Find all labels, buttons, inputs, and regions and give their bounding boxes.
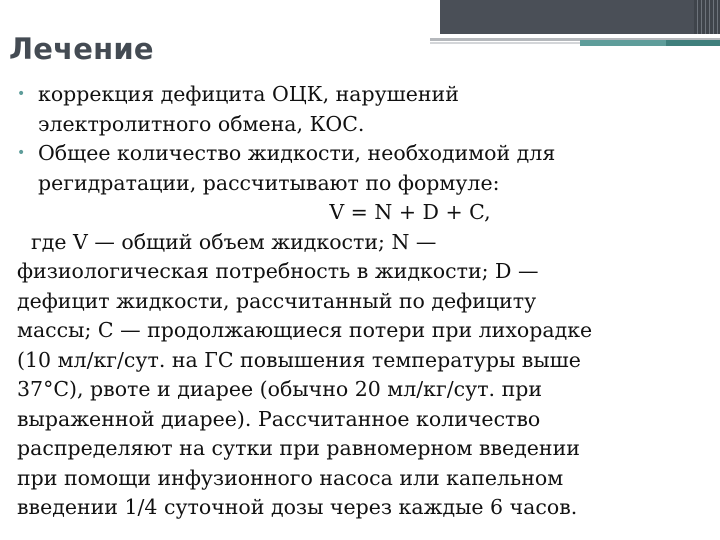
- bullet-text-line: электролитного обмена, КОС.: [38, 111, 365, 136]
- paragraph-line: при помощи инфузионного насоса или капельном: [17, 465, 564, 490]
- paragraph-line: выраженной диарее). Рассчитанное количество: [17, 406, 541, 431]
- explanation-paragraph: [17, 228, 717, 523]
- paragraph-line: массы; С — продолжающиеся потери при лихорадке: [17, 318, 593, 342]
- paragraph-line: введении 1/4 суточной дозы через каждые 6 часов.: [17, 495, 578, 519]
- bullet-text-line: регидратации, рассчитывают по формуле:: [38, 170, 500, 195]
- paragraph-line: (10 мл/кг/сут. на ГС повышения температуры выше: [17, 347, 581, 372]
- paragraph-line: физиологическая потребность в жидкости; D —: [17, 259, 539, 283]
- paragraph-line: 37°С), рвоте и диарее (обычно 20 мл/кг/сут. при: [17, 377, 543, 401]
- header-bar: [440, 0, 720, 34]
- paragraph-line: где V — общий объем жидкости; N —: [31, 229, 437, 254]
- header-stripes: [694, 0, 720, 34]
- bullet-item: [17, 80, 717, 139]
- slide-body: [17, 80, 717, 523]
- header-rule-accent-dark: [666, 40, 720, 46]
- formula: V = N + D + C,: [329, 200, 491, 224]
- paragraph-line: распределяют на сутки при равномерном введении: [17, 436, 580, 460]
- bullet-icon: •: [17, 86, 26, 102]
- paragraph-line: дефицит жидкости, рассчитанный по дефициту: [17, 288, 537, 313]
- bullet-text-line: Общее количество жидкости, необходимой для: [38, 141, 556, 165]
- bullet-item: [17, 139, 717, 198]
- bullet-text-line: коррекция дефицита ОЦК, нарушений: [38, 82, 459, 106]
- header-rule-light: [430, 42, 580, 44]
- slide-title: Лечение: [9, 32, 154, 66]
- bullet-icon: •: [17, 145, 26, 161]
